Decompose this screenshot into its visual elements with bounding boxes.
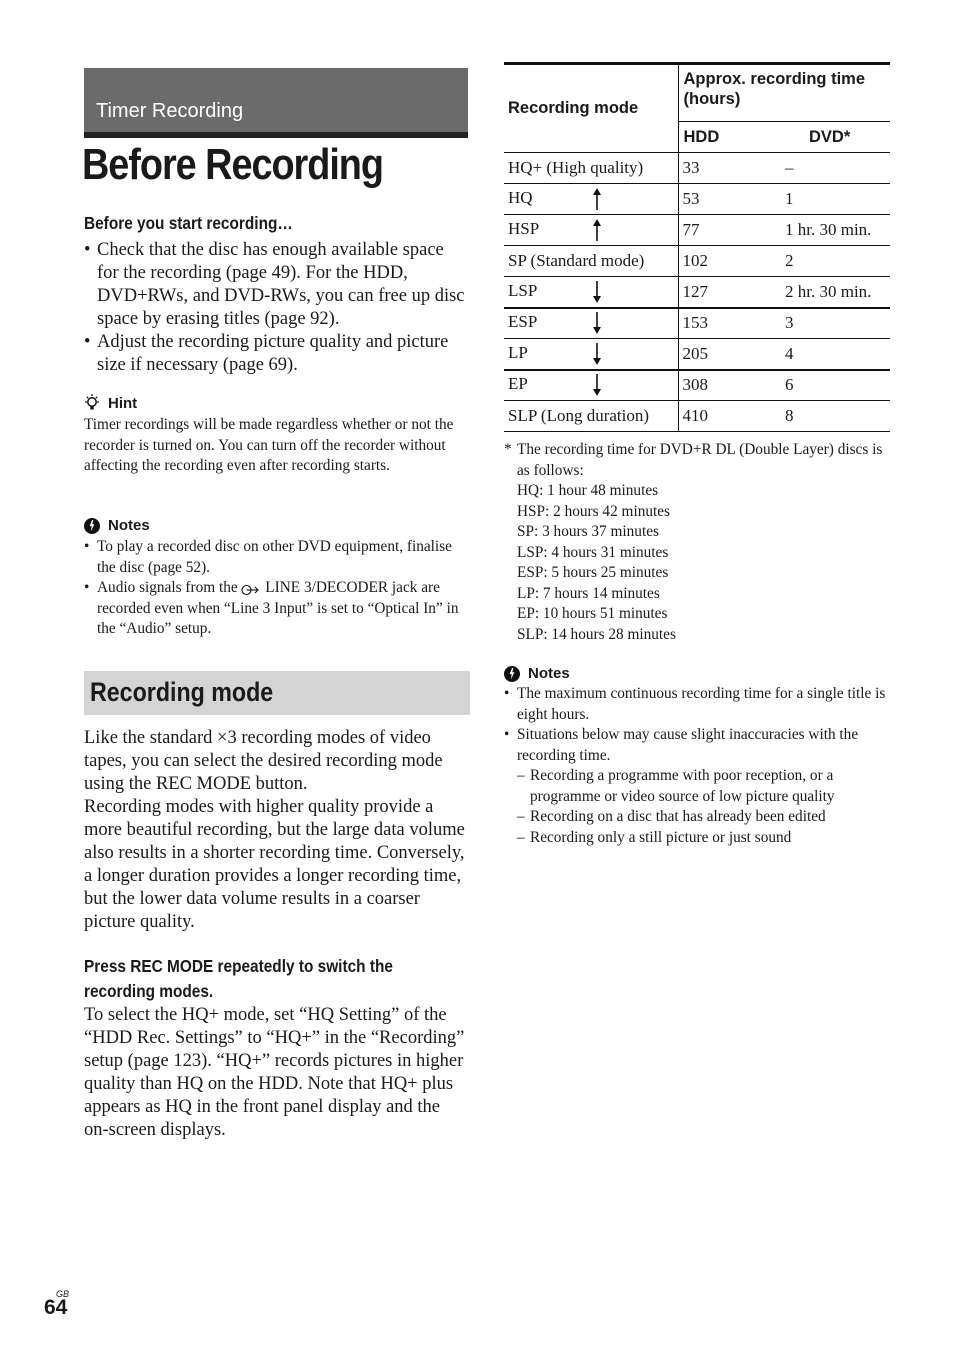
arrow-down-icon [592,312,602,334]
footnote-marker: * [504,441,512,458]
table-cell-mode [504,370,678,401]
lightbulb-icon [84,394,100,412]
notes-title [84,517,468,534]
arrow-up-icon [592,219,602,241]
table-cell-dvd: 4 [785,343,794,363]
section-header-label: Timer Recording [96,100,244,122]
table-cell-hdd: 410 [682,406,708,425]
footnote-line: SP: 3 hours 37 minutes [517,523,659,540]
before-start-heading: Before you start recording… [84,213,293,233]
footnote-intro: The recording time for DVD+R DL (Double Layer) discs is as follows: [517,441,883,479]
table-cell-hdd: 127 [682,281,708,301]
table-row [504,401,890,432]
mode-label: LSP [508,280,538,300]
table-footnote [504,440,890,645]
notes-label: Notes [108,517,150,534]
table-cell-mode [504,401,678,432]
mode-label: LP [508,342,528,362]
table-cell-dvd: 1 [785,189,794,208]
hint-label: Hint [108,394,138,412]
note-item: • The maximum continuous recording time for a single title is eight hours. [504,684,890,725]
table-cell-dvd: 2 [785,251,794,270]
before-start-item: • Check that the disc has enough available space for the recording (page 49). For the HDD, DVD+RWs, and DVD-RWs, you can free up disc space by erasing titles (page 92). [84,239,468,331]
table-row [504,184,890,215]
table-row [504,308,890,339]
table-cell-hdd: 53 [682,189,700,208]
table-header-mode: Recording mode [504,64,678,153]
hint-section [84,394,468,477]
instruction-line: recording modes. [84,981,214,1001]
notes-icon [84,518,100,534]
table-cell-dvd: 6 [785,375,794,395]
footnote-line: HSP: 2 hours 42 minutes [517,502,670,520]
table-row [504,246,890,277]
instruction-line: Press REC MODE repeatedly to switch the [84,956,393,976]
table-cell-dvd: 1 hr. 30 min. [785,220,872,239]
footnote-line: LSP: 4 hours 31 minutes [517,543,669,561]
mode-label: SP (Standard mode) [508,251,645,270]
table-cell-mode [504,215,678,246]
before-start-list [84,239,468,377]
note-subitem: – Recording only a still picture or just sound [517,828,890,849]
note-item: • Audio signals from the LINE 3/DECODER jack are recorded even when “Line 3 Input” is set to “Optical In” in the “Audio” setup. [84,578,468,640]
note-item: • To play a recorded disc on other DVD equipment, finalise the disc (page 52). [84,537,468,578]
page-number: 64 [44,1296,68,1319]
notes-section [84,517,468,640]
table-row [504,277,890,308]
table-cell-hdd: 102 [682,251,708,270]
table-cell-dvd: 2 hr. 30 min. [785,281,872,301]
footnote-lines [504,481,890,645]
note-subitem: – Recording a programme with poor reception, or a programme or video source of low picture quality [517,766,890,807]
table-cell-mode [504,339,678,370]
table-cell-hdd: 77 [682,220,700,239]
notes-icon [504,666,520,682]
table-cell-mode [504,153,678,184]
note-subitem: – Recording on a disc that has already been edited [517,807,890,828]
table-header-row [504,64,890,122]
arrow-down-icon [592,343,602,365]
notes-section-2 [504,665,890,848]
notes-label: Notes [528,665,570,682]
table-row [504,339,890,370]
mode-label: EP [508,374,528,394]
input-jack-icon [241,582,261,594]
notes-title [504,665,890,682]
footnote-line: EP: 10 hours 51 minutes [517,605,668,622]
recording-mode-para: Like the standard ×3 recording modes of video tapes, you can select the desired recording mode using the REC MODE button. [84,728,443,794]
arrow-down-icon [592,281,602,303]
table-cell-dvd: 3 [785,313,794,333]
arrow-up-icon [592,188,602,210]
recording-mode-band [84,671,470,715]
table-header-hdd: HDD [678,122,781,153]
recording-mode-table [504,62,890,432]
table-body [504,153,890,432]
section-header-band [84,68,468,132]
table-cell-mode [504,246,678,277]
table-cell-mode [504,308,678,339]
table-cell-hdd: 308 [682,375,708,395]
instruction-heading [84,954,468,1004]
footnote-line: LP: 7 hours 14 minutes [517,584,660,602]
recording-mode-para: Recording modes with higher quality provide a more beautiful recording, but the large data volume also results in a shorter recording time. Conversely, a longer duration provides a longer recording time, but the lower data volume results in a coarser picture quality. [84,797,465,932]
section-header-rule [84,132,468,138]
note-item: • Situations below may cause slight inaccuracies with the recording time. [504,725,890,766]
mode-label: ESP [508,312,538,332]
recording-mode-body [84,727,468,934]
hq-plus-paragraph: To select the HQ+ mode, set “HQ Setting” of the “HDD Rec. Settings” to “HQ+” in the “Recording” setup (page 123). “HQ+” records pictures in higher quality than HQ on the HDD. Note that HQ+ plus appears as HQ in the front panel display and the on-screen displays. [84,1005,465,1140]
mode-label: HSP [508,219,540,238]
table-header-time: Approx. recording time (hours) [678,64,890,122]
notes-list [504,684,890,766]
mode-label: HQ [508,188,533,207]
table-row [504,215,890,246]
table-cell-hdd: 205 [682,343,708,363]
table-cell-hdd: 153 [682,313,708,333]
table-cell-hdd: 33 [682,158,700,177]
recording-mode-heading: Recording mode [90,677,274,707]
arrow-down-icon [592,374,602,396]
footnote-line: ESP: 5 hours 25 minutes [517,564,669,581]
table-header-dvd: DVD* [781,122,890,153]
footnote-line: SLP: 14 hours 28 minutes [517,625,676,643]
before-start-item: • Adjust the recording picture quality and picture size if necessary (page 69). [84,331,468,377]
table-cell-dvd: 8 [785,406,794,425]
notes-sublist [517,766,890,848]
region-code: GB [56,1289,70,1299]
table-cell-mode [504,184,678,215]
mode-label: HQ+ (High quality) [508,158,644,177]
table-cell-dvd: – [785,158,794,177]
before-start-section [84,213,468,377]
table-row [504,370,890,401]
page-title: Before Recording [82,140,383,189]
mode-label: SLP (Long duration) [508,406,650,425]
table-row [504,153,890,184]
table-cell-mode [504,277,678,308]
hint-text: Timer recordings will be made regardless whether or not the recorder is turned on. You can turn off the recorder without affecting the recording even after recording starts. [84,416,454,474]
notes-list [84,537,468,640]
footnote-line: HQ: 1 hour 48 minutes [517,482,659,499]
hint-title [84,394,468,412]
